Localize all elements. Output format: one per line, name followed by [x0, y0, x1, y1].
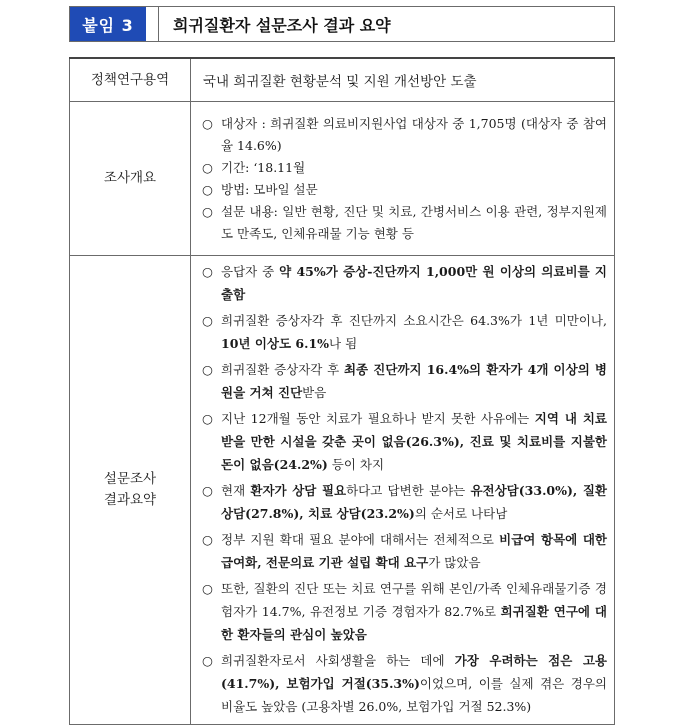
- survey-results-content: [191, 256, 615, 725]
- list-item: ○ 지난 12개월 동안 치료가 필요하나 받지 못한 사유에는 지역 내 치료 받을 만한 시설을 갖춘 곳이 없음(26.3%), 진료 및 치료비를 지불한 돈이 없음(24.2%) 등이 차지: [202, 407, 607, 476]
- table-row-survey-overview: [70, 102, 615, 256]
- survey-overview-list: [192, 113, 613, 245]
- list-item: ○ 희귀질환 증상자각 후 진단까지 소요시간은 64.3%가 1년 미만이나, 10년 이상도 6.1%나 됨: [202, 309, 607, 355]
- policy-value: 국내 희귀질환 현황분석 및 지원 개선방안 도출: [191, 58, 615, 102]
- appendix-tag: 붙임 3: [70, 7, 146, 41]
- circle-bullet-icon: ○: [202, 580, 213, 596]
- circle-bullet-icon: ○: [202, 115, 213, 131]
- list-item: ○ 희귀질환자로서 사회생활을 하는 데에 가장 우려하는 점은 고용(41.7%), 보험가입 거절(35.3%)이었으며, 이를 실제 겪은 경우의 비율도 높았음 (고용차별 26.0%, 보험가입 거절 52.3%): [202, 649, 607, 718]
- survey-overview-content: [191, 102, 615, 256]
- circle-bullet-icon: ○: [202, 312, 213, 328]
- circle-bullet-icon: ○: [202, 361, 213, 377]
- table-row-policy: [70, 58, 615, 102]
- list-item: ○ 대상자 : 희귀질환 의료비지원사업 대상자 중 1,705명 (대상자 중 참여율 14.6%): [202, 113, 607, 157]
- header-gap: [146, 7, 158, 41]
- survey-results-label: 설문조사 결과요약: [70, 256, 191, 725]
- circle-bullet-icon: ○: [202, 203, 213, 219]
- list-item: ○ 희귀질환 증상자각 후 최종 진단까지 16.4%의 환자가 4개 이상의 병원을 거쳐 진단받음: [202, 358, 607, 404]
- table-row-survey-results: [70, 256, 615, 725]
- circle-bullet-icon: ○: [202, 652, 213, 668]
- survey-results-list: [192, 260, 613, 718]
- list-item: ○ 방법: 모바일 설문: [202, 179, 607, 201]
- list-item: ○ 또한, 질환의 진단 또는 치료 연구를 위해 본인/가족 인체유래물기증 경험자가 14.7%, 유전정보 기증 경험자가 82.7%로 희귀질환 연구에 대한 환자들의 관심이 높았음: [202, 577, 607, 646]
- circle-bullet-icon: ○: [202, 263, 213, 279]
- list-item: ○ 현재 환자가 상담 필요하다고 답변한 분야는 유전상담(33.0%), 질환상담(27.8%), 치료 상담(23.2%)의 순서로 나타남: [202, 479, 607, 525]
- circle-bullet-icon: ○: [202, 181, 213, 197]
- list-item: ○ 기간: ‘18.11월: [202, 157, 607, 179]
- circle-bullet-icon: ○: [202, 410, 213, 426]
- list-item: ○ 설문 내용: 일반 현황, 진단 및 치료, 간병서비스 이용 관련, 정부지원제도 만족도, 인체유래물 기능 현황 등: [202, 201, 607, 245]
- list-item: ○ 응답자 중 약 45%가 증상-진단까지 1,000만 원 이상의 의료비를 지출함: [202, 260, 607, 306]
- policy-label: 정책연구용역: [70, 58, 191, 102]
- appendix-title: 희귀질환자 설문조사 결과 요약: [158, 7, 614, 41]
- circle-bullet-icon: ○: [202, 531, 213, 547]
- summary-table: [69, 57, 615, 725]
- list-item: ○ 정부 지원 확대 필요 분야에 대해서는 전체적으로 비급여 항목에 대한 급여화, 전문의료 기관 설립 확대 요구가 많았음: [202, 528, 607, 574]
- circle-bullet-icon: ○: [202, 482, 213, 498]
- survey-overview-label: 조사개요: [70, 102, 191, 256]
- circle-bullet-icon: ○: [202, 159, 213, 175]
- appendix-header: [69, 6, 615, 42]
